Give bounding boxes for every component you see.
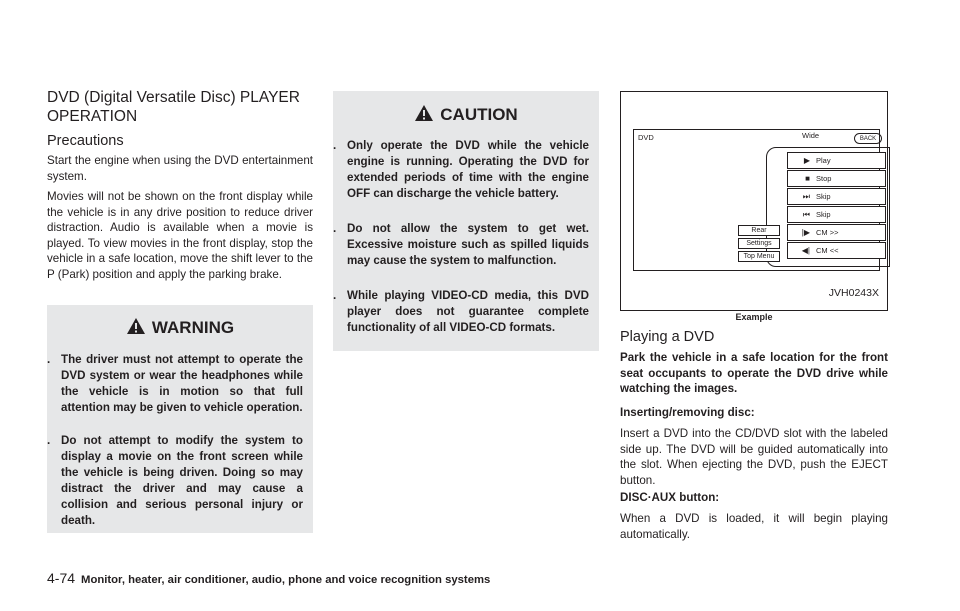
caution-item: . Only operate the DVD while the vehicle engine is running. Operating the DVD for extended periods of time with the engine OFF can discharge the vehicle battery.: [333, 139, 589, 200]
play-icon: ▶: [803, 156, 810, 165]
warning-icon: [126, 317, 146, 335]
play-button[interactable]: ▶ Play: [787, 152, 886, 169]
paragraph-movies: Movies will not be shown on the front display while the vehicle is in any drive position to reduce driver distraction. Audio is available when a movie is played. To view movies in the front display, stop the vehicle in a safe location, move the shift lever to the P (Park) position and apply the parking brake.: [47, 190, 313, 281]
caution-icon: [414, 104, 434, 122]
warning-title: WARNING: [151, 318, 235, 337]
dvd-screen: [633, 129, 880, 271]
cm-forward-icon: |▶: [801, 228, 810, 237]
figure-id: JVH0243X: [828, 287, 879, 299]
caution-item: . While playing VIDEO-CD media, this DVD player does not guarantee complete functionality of all VIDEO-CD formats.: [333, 289, 589, 334]
warning-item: . Do not attempt to modify the system to display a movie on the front screen while the vehicle is being driven. Doing so may distract the driver and may cause a collision and serious personal injury or death.: [47, 434, 303, 527]
cm-back-button[interactable]: ◀| CM <<: [787, 242, 886, 259]
skip-back-button[interactable]: ⏮ Skip: [787, 206, 886, 223]
dvd-control-menu: [766, 147, 890, 267]
caution-title: CAUTION: [440, 105, 518, 124]
page-footer: [47, 570, 490, 586]
settings-button[interactable]: Settings: [738, 238, 780, 249]
playing-intro: Park the vehicle in a safe location for the front seat occupants to operate the DVD drive while watching the images.: [620, 351, 888, 396]
cm-forward-button[interactable]: |▶ CM >>: [787, 224, 886, 241]
mode-label: Wide: [802, 131, 820, 140]
warning-box: [47, 305, 313, 533]
skip-back-icon: ⏮: [802, 210, 810, 219]
precautions-heading: Precautions: [47, 133, 124, 149]
caution-item: . Do not allow the system to get wet. Excessive moisture such as spilled liquids may cause the system to malfunction.: [333, 222, 589, 267]
inserting-paragraph: Insert a DVD into the CD/DVD slot with the labeled side up. The DVD will be guided automatically into the slot. When ejecting the DVD, push the EJECT button.: [620, 427, 888, 487]
caution-box: [333, 91, 599, 351]
warning-header: [47, 317, 313, 338]
stop-button[interactable]: ■ Stop: [787, 170, 886, 187]
disc-aux-paragraph: When a DVD is loaded, it will begin playing automatically.: [620, 512, 888, 541]
warning-item: . The driver must not attempt to operate the DVD system or wear the headphones while the vehicle is in motion so that full attention may be given to vehicle operation.: [47, 353, 303, 414]
page-number: 4-74: [47, 570, 76, 586]
rear-button[interactable]: Rear: [738, 225, 780, 236]
top-menu-button[interactable]: Top Menu: [738, 251, 780, 262]
back-button[interactable]: BACK: [854, 133, 882, 144]
skip-forward-button[interactable]: ⏭ Skip: [787, 188, 886, 205]
skip-forward-icon: ⏭: [802, 192, 810, 201]
caution-header: [333, 104, 599, 125]
dvd-screen-figure: [620, 91, 888, 311]
screen-title: DVD: [638, 133, 654, 142]
playing-heading: Playing a DVD: [620, 329, 715, 345]
section-title: DVD (Digital Versatile Disc) PLAYER OPERATION: [47, 89, 300, 125]
paragraph-start-engine: Start the engine when using the DVD entertainment system.: [47, 154, 313, 183]
figure-caption: Example: [735, 312, 773, 322]
disc-aux-subheading: DISC·AUX button:: [620, 491, 720, 504]
stop-icon: ■: [805, 174, 810, 183]
footer-title: Monitor, heater, air conditioner, audio, phone and voice recognition systems: [81, 574, 491, 586]
inserting-subheading: Inserting/removing disc:: [620, 406, 755, 419]
cm-back-icon: ◀|: [801, 246, 810, 255]
